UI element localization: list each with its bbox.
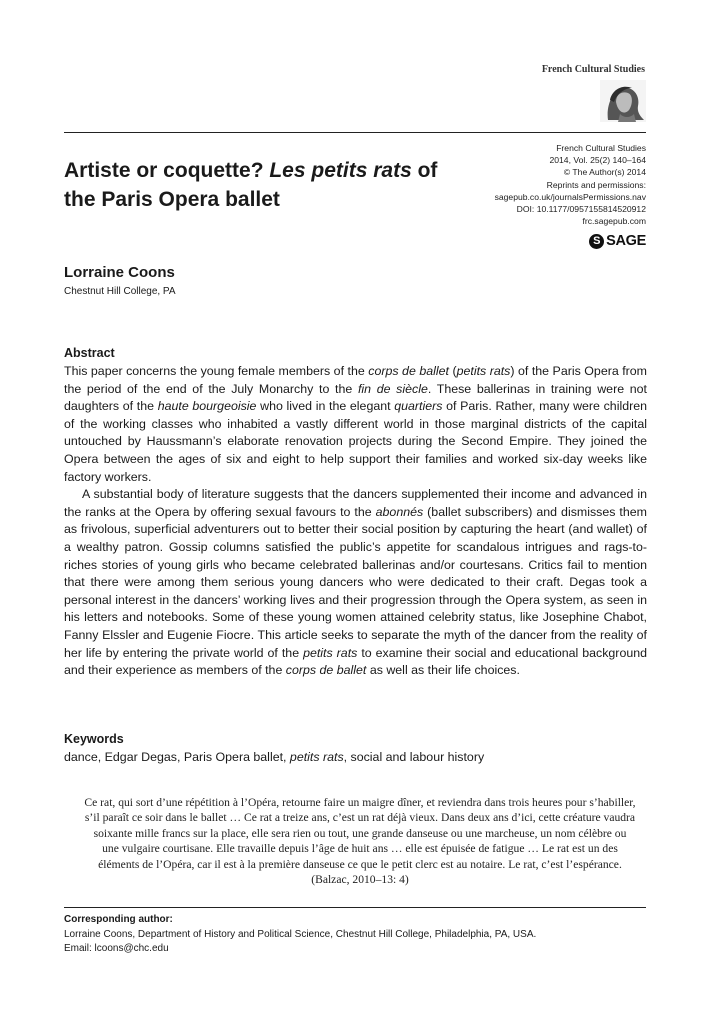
corresponding-author-heading: Corresponding author: (64, 914, 173, 925)
title-italic-part: Les petits rats (269, 159, 412, 182)
text-run: to examine their social and educational background and their experience as members of the (64, 645, 648, 678)
italic-text-run: corps de ballet (368, 364, 449, 378)
text-run: of Paris. Rather, many were children of the working classes who inhabited a vastly different world in those marginal districts of the capital untouched by Haussmann’s elaborate renovation projects during the Second Empire. They joined the Opera between the ages of six and eight to help support their families and worked six-day weeks like factory workers. (64, 399, 647, 484)
text-run: (ballet subscribers) and dismisses them as frivolous, superficial adventurers out to better their social position by capturing the heart (and wallet) of a wealthy patron. Gossip columns satisfied the public’s appetite for scandalous intrigues and rags-to-riches stories of young girls who became celebrated ballerinas and/or courtesans. Critics fail to mention that there were among them serious young dancers who were dedicated to their craft. Degas took a personal interest in the dancers’ working lives and their progression through the Opera system, as seen in his letters and notebooks. Some of these young women attained celebrity status, like Josephine Chabot, Fanny Elssler and Eugenie Fiocre. This article seeks to separate the myth of the dancer from the reality of her life by entering the private world of the (64, 504, 647, 660)
italic-text-run: petits rats (303, 645, 358, 660)
publication-meta (426, 142, 646, 227)
italic-text-run: petits rats (456, 364, 511, 378)
corresponding-email[interactable]: Email: lcoons@chc.edu (64, 943, 169, 954)
abstract-body (64, 363, 647, 680)
keywords-heading: Keywords (64, 732, 124, 746)
sage-s-logo-icon: S (589, 234, 604, 249)
text-run: A substantial body of literature suggests that the dancers supplemented their income and advanced in the ranks at the Opera by offering sexual favours to the (64, 487, 647, 519)
journal-portrait-logo (600, 80, 646, 122)
publisher-name: SAGE (606, 233, 646, 249)
abstract-heading: Abstract (64, 346, 115, 360)
abstract-paragraph (64, 363, 647, 486)
meta-copyright: © The Author(s) 2014 (563, 167, 646, 178)
corresponding-author-details (64, 928, 647, 956)
meta-reprints: Reprints and permissions: (546, 179, 646, 190)
author-name: Lorraine Coons (64, 264, 175, 281)
meta-permissions-link[interactable]: sagepub.co.uk/journalsPermissions.nav (494, 191, 646, 202)
italic-text-run: haute bourgeoisie (157, 399, 257, 414)
meta-volume: 2014, Vol. 25(2) 140–164 (549, 155, 646, 166)
publisher-logo (589, 233, 646, 249)
title-part-3: of the Paris Opera ballet (64, 159, 438, 211)
title-part-1: Artiste or coquette? (64, 159, 270, 182)
corresponding-address: Lorraine Coons, Department of History and Political Science, Chestnut Hill College, Philadelphia, PA, USA. (64, 929, 537, 940)
italic-text-run: quartiers (394, 399, 443, 414)
text-run: as well as their life choices. (366, 663, 520, 678)
italic-text-run: corps de ballet (285, 663, 367, 678)
text-run: This paper concerns the young female members of the (64, 364, 369, 378)
footer-divider (64, 907, 646, 908)
epigraph-quote: Ce rat, qui sort d’une répétition à l’Opéra, retourne faire un maigre dîner, et reviendra dans trois heures pour s’habiller, s’il paraît ce soir dans le ballet … Ce rat a treize ans, c’est un rat déjà vieux. Dans deux ans d’ici, cette créature vaudra soixante mille francs sur la place, elle sera rien ou tout, une grande danseuse ou une marcheuse, un nom célèbre ou une vulgaire courtisane. Elle travaille depuis l’âge de huit ans … elle est épuisée de fatigue … Le rat est un des éléments de l’Opéra, car il est à la première danseuse ce que le petit clerc est au notaire. Le rat, c’est l’espérance. (Balzac, 2010–13: 4) (84, 796, 636, 887)
meta-doi[interactable]: DOI: 10.1177/0957155814520912 (516, 204, 646, 215)
italic-text-run: fin de siècle (357, 381, 428, 396)
text-run: , social and labour history (343, 750, 485, 764)
text-run: . These ballerinas in training were not daughters of the (64, 381, 647, 414)
text-run: dance, Edgar Degas, Paris Opera ballet, (64, 750, 290, 764)
text-run: who lived in the elegant (256, 399, 395, 414)
abstract-paragraph (64, 486, 647, 680)
author-affiliation: Chestnut Hill College, PA (64, 286, 176, 297)
text-run: ( (448, 364, 457, 378)
italic-text-run: abonnés (375, 504, 424, 519)
keywords-list (64, 749, 647, 766)
article-title (64, 156, 464, 214)
meta-journal: French Cultural Studies (556, 143, 646, 153)
text-run: ) of the Paris Opera from the period of the end of the July Monarchy to the (64, 364, 648, 396)
italic-text-run: petits rats (289, 750, 344, 764)
journal-header: French Cultural Studies (541, 64, 645, 75)
header-divider (64, 132, 646, 133)
meta-site-link[interactable]: frc.sagepub.com (582, 216, 646, 227)
